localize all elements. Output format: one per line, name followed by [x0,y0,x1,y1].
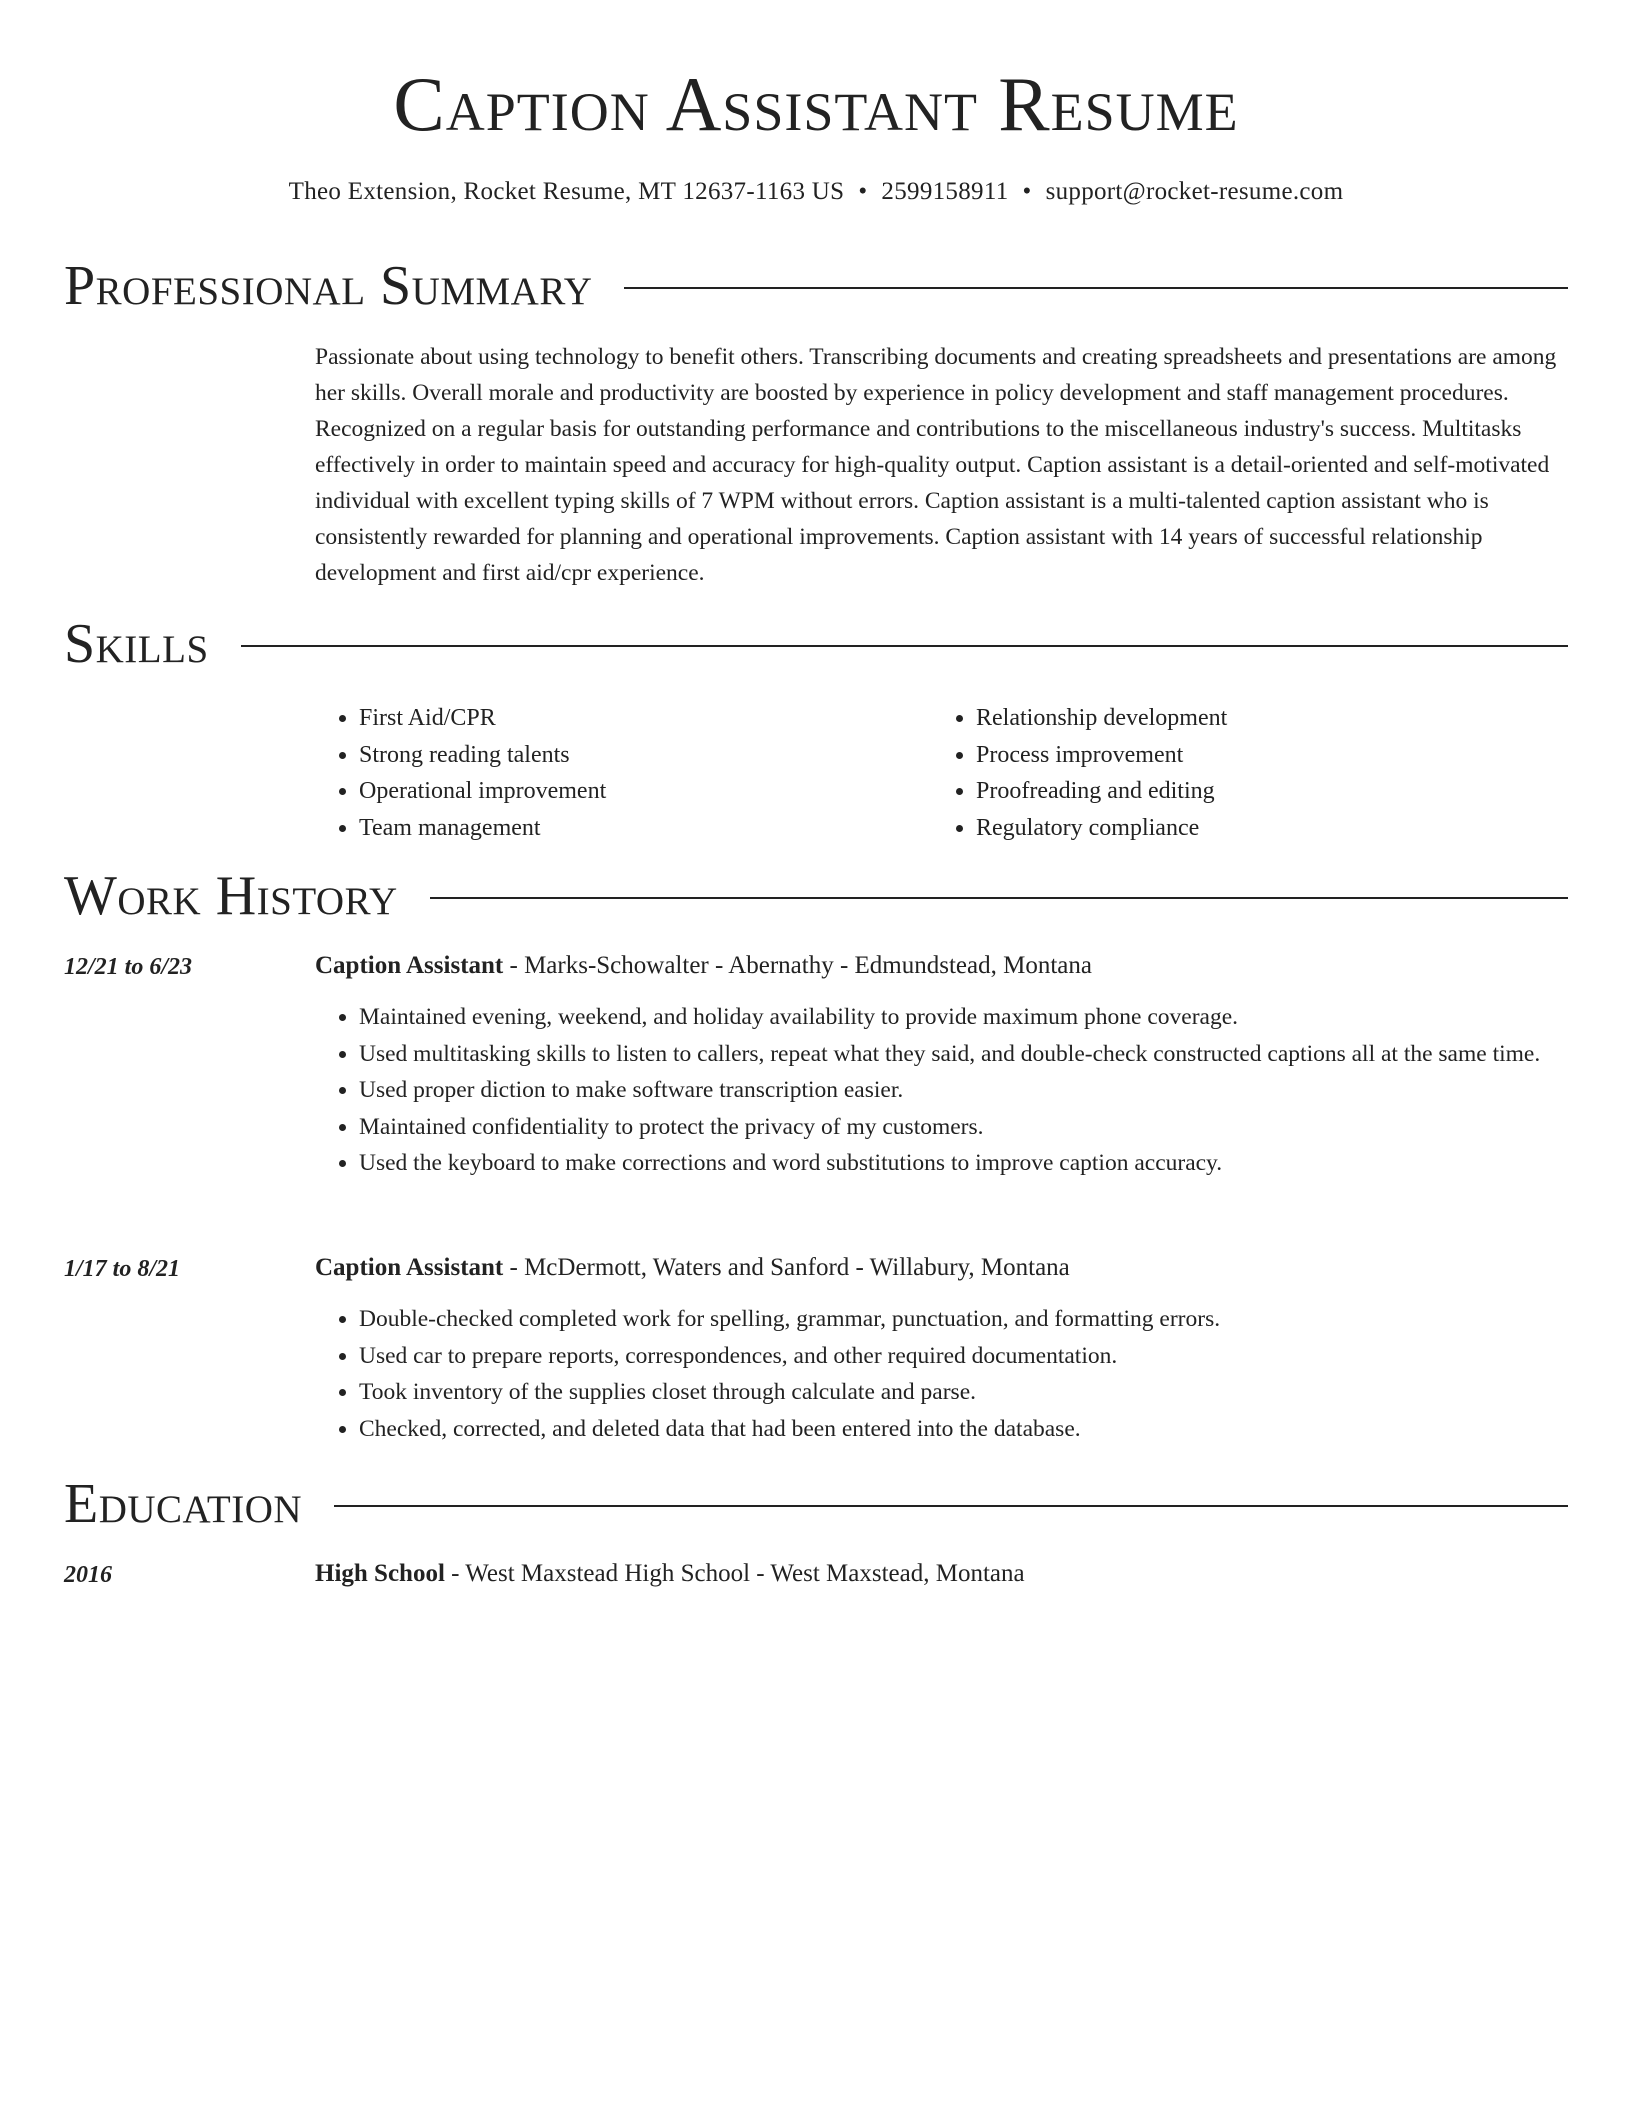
job-dates: 1/17 to 8/21 [64,1256,181,1282]
summary-paragraph: Passionate about using technology to benefit others. Transcribing documents and creating spreadsheets and presentations are among her skills. Overall morale and productivity are boosted by experience in policy development and staff management procedures. Recognized on a regular basis for outstanding performance and contributions to the miscellaneous industry's success. Multitasks effectively in order to maintain speed and accuracy for high-quality output. Caption assistant is a detail-oriented and self-motivated individual with excellent typing skills of 7 WPM without errors. Caption assistant is a multi-talented caption assistant who is consistently rewarded for planning and operational improvements. Caption assistant with 14 years of successful relationship development and first aid/cpr experience. [315,344,1557,586]
job-bullet: • Maintained confidentiality to protect the privacy of my customers. [359,1109,1570,1146]
skill-item: • Relationship development [976,700,1549,737]
contact-email: support@rocket-resume.com [1045,178,1344,205]
contact-separator: • [858,178,868,205]
education-year: 2016 [64,1562,112,1588]
job-bullet: • Double-checked completed work for spelling, grammar, punctuation, and formatting errors. [359,1301,1570,1338]
education-heading [315,1557,1570,1591]
job-details: - Marks-Schowalter - Abernathy - Edmundstead, Montana [503,952,1092,979]
job-bullet: • Used car to prepare reports, correspondences, and other required documentation. [359,1338,1570,1375]
job-bullet: • Used multitasking skills to listen to callers, repeat what they said, and double-check constructed captions all at the same time. [359,1036,1570,1073]
section-heading-work-history [64,864,1568,928]
skills-column-left [315,700,932,847]
job-title: Caption Assistant [315,1254,504,1281]
job-details: - McDermott, Waters and Sanford - Willabury, Montana [503,1254,1070,1281]
section-title: Work History [64,865,398,927]
skill-item: • First Aid/CPR [359,700,932,737]
skill-item: • Regulatory compliance [976,810,1549,847]
section-heading-education [64,1472,1568,1536]
section-heading-summary [64,254,1568,318]
section-divider [430,897,1568,899]
skill-item: • Process improvement [976,737,1549,774]
skill-item: • Team management [359,810,932,847]
job-heading [315,1251,1570,1285]
contact-line [0,176,1632,208]
contact-separator: • [1022,178,1032,205]
job-bullet: • Checked, corrected, and deleted data that had been entered into the database. [359,1411,1570,1448]
contact-phone: 2599158911 [881,178,1009,205]
section-title: Education [64,1473,303,1535]
job-title: Caption Assistant [315,952,504,979]
section-heading-skills [64,612,1568,676]
section-divider [624,287,1568,289]
skill-item: • Strong reading talents [359,737,932,774]
job-bullet: • Maintained evening, weekend, and holiday availability to provide maximum phone coverage. [359,999,1570,1036]
job-bullet: • Took inventory of the supplies closet through calculate and parse. [359,1374,1570,1411]
skill-item: • Proofreading and editing [976,773,1549,810]
skills-list [315,700,1570,847]
education-details: - West Maxstead High School - West Maxstead, Montana [444,1560,1025,1587]
job-bullets [315,1301,1570,1447]
job-bullet: • Used proper diction to make software transcription easier. [359,1072,1570,1109]
job-bullets [315,999,1570,1182]
skill-item: • Operational improvement [359,773,932,810]
skills-column-right [932,700,1549,847]
job-heading [315,949,1570,983]
section-title: Skills [64,613,209,675]
job-dates: 12/21 to 6/23 [64,954,193,980]
job-bullet: • Used the keyboard to make corrections and word substitutions to improve caption accuracy. [359,1145,1570,1182]
section-divider [241,645,1568,647]
section-title: Professional Summary [64,255,593,317]
section-divider [334,1505,1568,1507]
resume-title: Caption Assistant Resume [393,61,1239,147]
education-degree: High School [315,1560,445,1587]
contact-address: Theo Extension, Rocket Resume, MT 12637-1163 US [288,178,845,205]
